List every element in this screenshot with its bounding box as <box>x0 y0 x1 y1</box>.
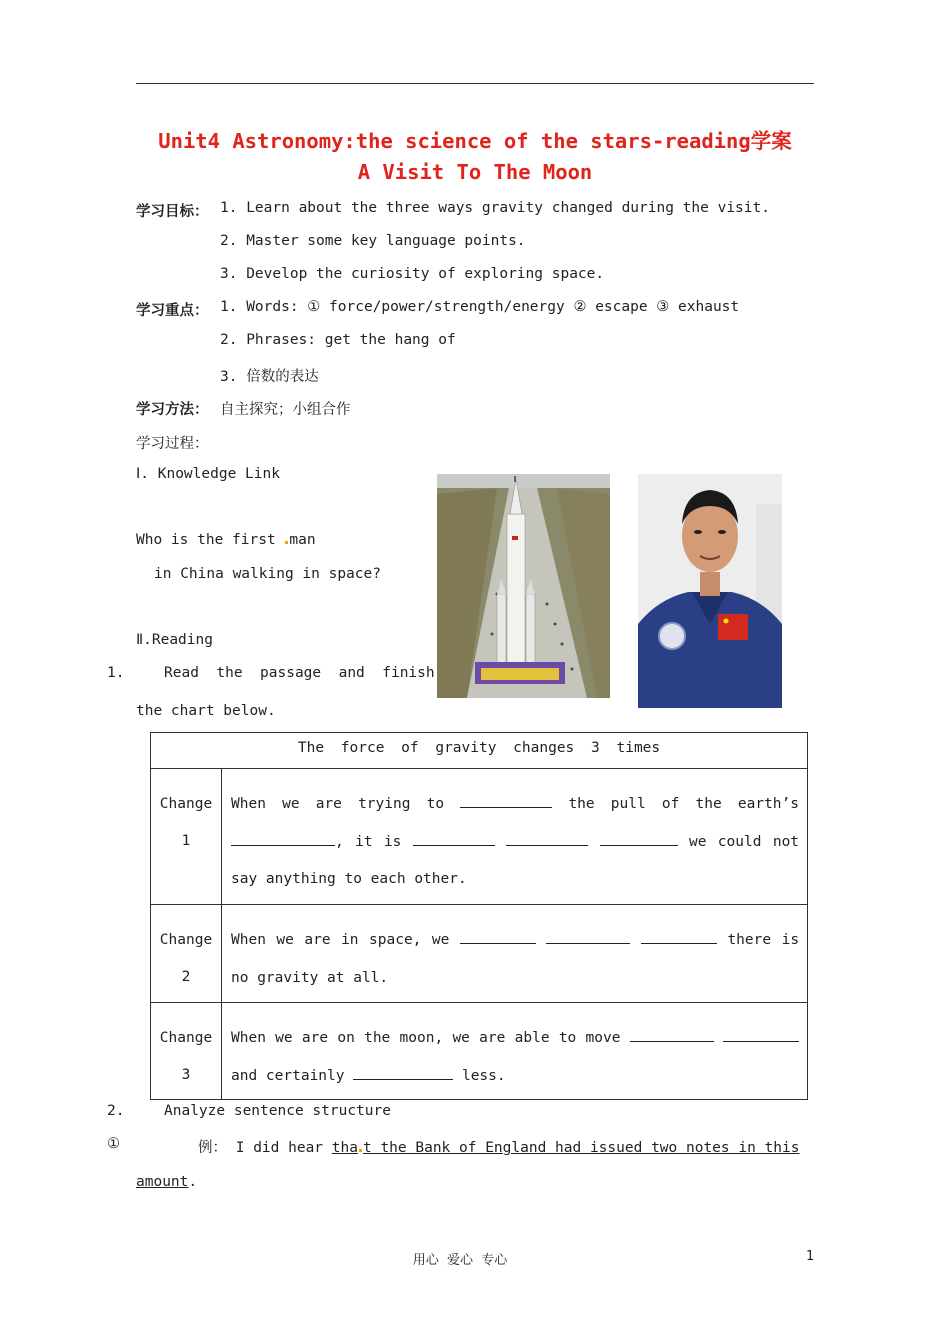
answer-blank[interactable] <box>600 829 678 846</box>
example-continued <box>136 1174 197 1190</box>
answer-blank[interactable] <box>413 829 495 846</box>
example-sentence <box>198 1136 799 1157</box>
example-end: . <box>188 1174 198 1190</box>
step-1-text: Read the passage and finish <box>164 665 435 681</box>
row-text: , it is <box>335 833 402 850</box>
step-1-continued: the chart below. <box>136 703 276 719</box>
answer-blank[interactable] <box>231 829 335 846</box>
answer-blank[interactable] <box>641 927 717 944</box>
question-line-2: in China walking in space? <box>154 566 381 582</box>
answer-blank[interactable] <box>506 829 588 846</box>
answer-blank[interactable] <box>630 1025 714 1042</box>
example-number: ① <box>107 1136 120 1152</box>
example-underlined: tha <box>331 1140 358 1156</box>
table-header: The force of gravity changes 3 times <box>151 733 808 769</box>
row-text: When we are trying to <box>231 796 445 812</box>
marker-dot <box>285 541 288 544</box>
change-description <box>222 905 808 1003</box>
keypoints-label: 学习重点： <box>136 303 209 319</box>
table-row <box>151 1003 808 1100</box>
astronaut-portrait-photo <box>638 474 782 708</box>
objectives-label: 学习目标： <box>136 204 209 220</box>
step-1-number: 1. <box>107 665 125 681</box>
change-label-cell <box>151 1003 222 1100</box>
answer-blank[interactable] <box>546 927 630 944</box>
question-text-a: Who is the first <box>136 532 276 548</box>
gravity-changes-table <box>150 732 808 1100</box>
keypoint-item: 2. Phrases: get the hang of <box>220 332 456 348</box>
row-text: and certainly <box>231 1067 345 1084</box>
objective-item: 3. Develop the curiosity of exploring space. <box>220 266 605 282</box>
keypoint-item: 1. Words: ① force/power/strength/energy ② escape ③ exhaust <box>220 299 740 315</box>
change-label-cell <box>151 769 222 905</box>
row-text: there is no gravity at all. <box>231 932 800 986</box>
page-number: 1 <box>806 1249 815 1264</box>
marker-dot <box>359 1149 362 1152</box>
objective-item: 1. Learn about the three ways gravity changed during the visit. <box>220 200 770 216</box>
title-line-2: A Visit To The Moon <box>357 160 593 184</box>
table-row <box>151 905 808 1003</box>
example-plain: I did hear <box>235 1140 324 1156</box>
example-underlined: amount <box>136 1174 189 1190</box>
step-2-text: Analyze sentence structure <box>164 1103 391 1119</box>
answer-blank[interactable] <box>353 1063 453 1080</box>
change-label: Change <box>159 1030 213 1046</box>
method-text: 自主探究；小组合作 <box>220 402 351 418</box>
question-text-b: man <box>289 532 316 548</box>
method-label: 学习方法： <box>136 402 209 418</box>
answer-blank[interactable] <box>723 1025 799 1042</box>
change-description <box>222 769 808 905</box>
example-underlined: t the Bank of England had issued two notes in this <box>362 1140 800 1156</box>
keypoint-item: 3. 倍数的表达 <box>220 369 319 385</box>
section-2-heading: Ⅱ.Reading <box>136 632 213 648</box>
footer-motto: 用心 爱心 专心 <box>412 1253 508 1268</box>
change-label: Change <box>159 796 213 812</box>
example-label: 例： <box>198 1140 227 1156</box>
change-label: Change <box>159 932 213 948</box>
row-text: When we are in space, we <box>231 932 450 948</box>
row-text: When we are on the moon, we are able to move <box>231 1030 621 1046</box>
row-text: we could not say anything to each other. <box>231 833 800 887</box>
process-label: 学习过程： <box>136 436 209 452</box>
header-rule <box>136 83 814 84</box>
change-number: 1 <box>181 833 191 849</box>
row-text: less. <box>461 1067 506 1084</box>
step-2-number: 2. <box>107 1103 125 1119</box>
row-text: the pull of the earth’s <box>568 796 799 812</box>
change-number: 3 <box>181 1067 191 1083</box>
change-description <box>222 1003 808 1100</box>
change-label-cell <box>151 905 222 1003</box>
objective-item: 2. Master some key language points. <box>220 233 526 249</box>
answer-blank[interactable] <box>460 791 552 808</box>
rocket-launch-photo <box>437 474 610 698</box>
answer-blank[interactable] <box>460 927 536 944</box>
section-1-heading: Ⅰ. Knowledge Link <box>136 466 280 482</box>
question-line-1 <box>136 532 316 548</box>
change-number: 2 <box>181 969 191 985</box>
table-row <box>151 769 808 905</box>
title-line-1: Unit4 Astronomy:the science of the stars-reading学案 <box>158 129 792 153</box>
